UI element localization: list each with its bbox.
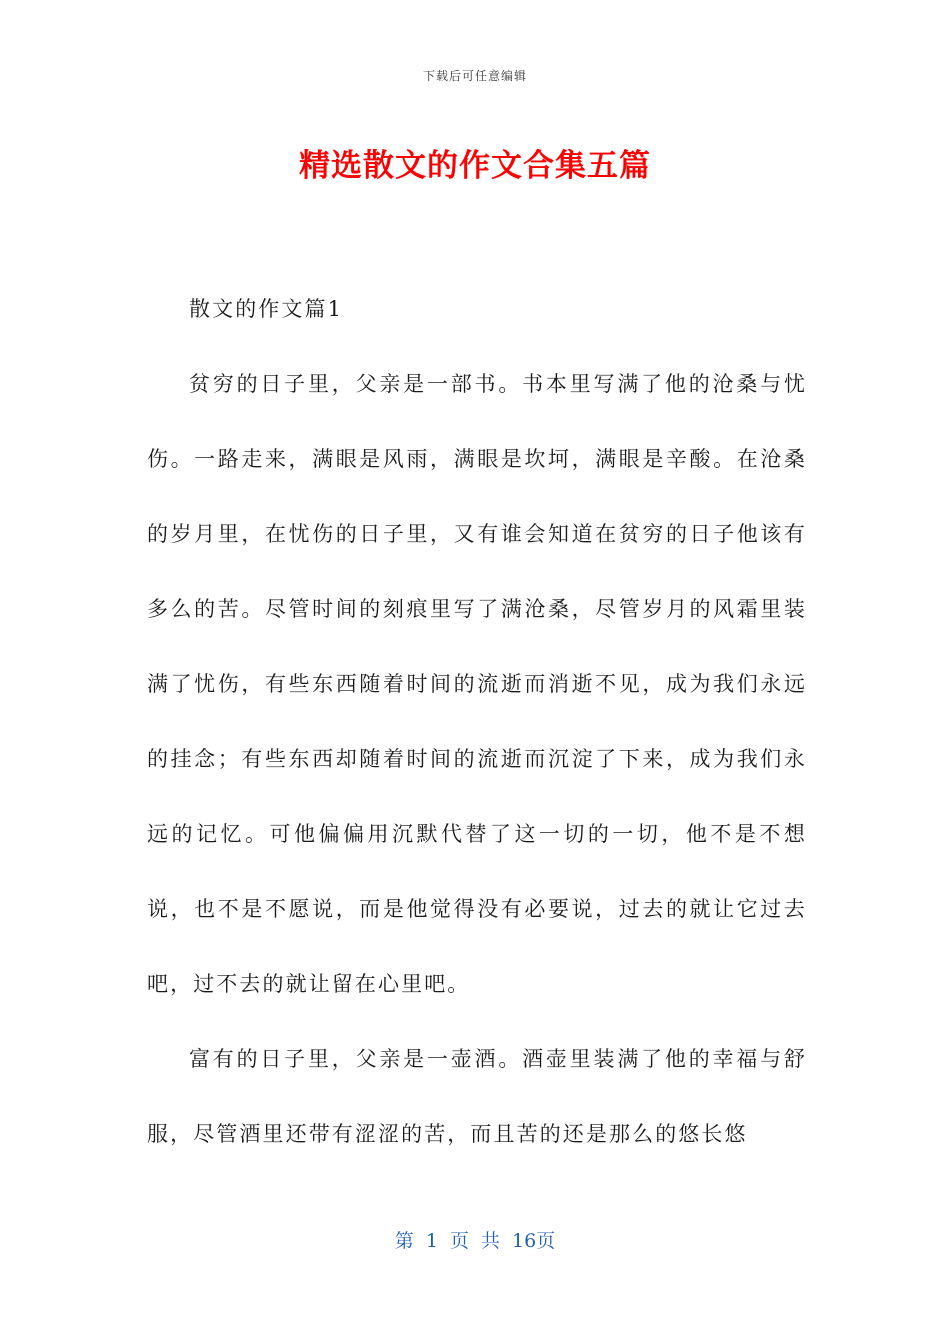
page-number: 第 1 页 共 16页 bbox=[394, 1230, 556, 1252]
paragraph: 富有的日子里，父亲是一壶酒。酒壶里装满了他的幸福与舒服，尽管酒里还带有涩涩的苦，而且苦的还是那么的悠长悠 bbox=[147, 1047, 807, 1146]
section-heading: 散文的作文篇1 bbox=[189, 297, 344, 321]
paragraph: 贫穷的日子里，父亲是一部书。书本里写满了他的沧桑与忧伤。一路走来，满眼是风雨，满眼是坎坷，满眼是辛酸。在沧桑的岁月里，在忧伤的日子里，又有谁会知道在贫穷的日子他该有多么的苦。尽管时间的刻痕里写了满沧桑，尽管岁月的风霜里装满了忧伤，有些东西随着时间的流逝而消逝不见，成为我们永远的挂念；有些东西却随着时间的流逝而沉淀了下来，成为我们永远的记忆。可他偏偏用沉默代替了这一切的一切，他不是不想说，也不是不愿说，而是他觉得没有必要说，过去的就让它过去吧，过不去的就让留在心里吧。 bbox=[147, 372, 807, 996]
document-title: 精选散文的作文合集五篇 bbox=[299, 148, 651, 184]
document-body bbox=[147, 272, 807, 1172]
header-note: 下载后可任意编辑 bbox=[422, 69, 527, 83]
